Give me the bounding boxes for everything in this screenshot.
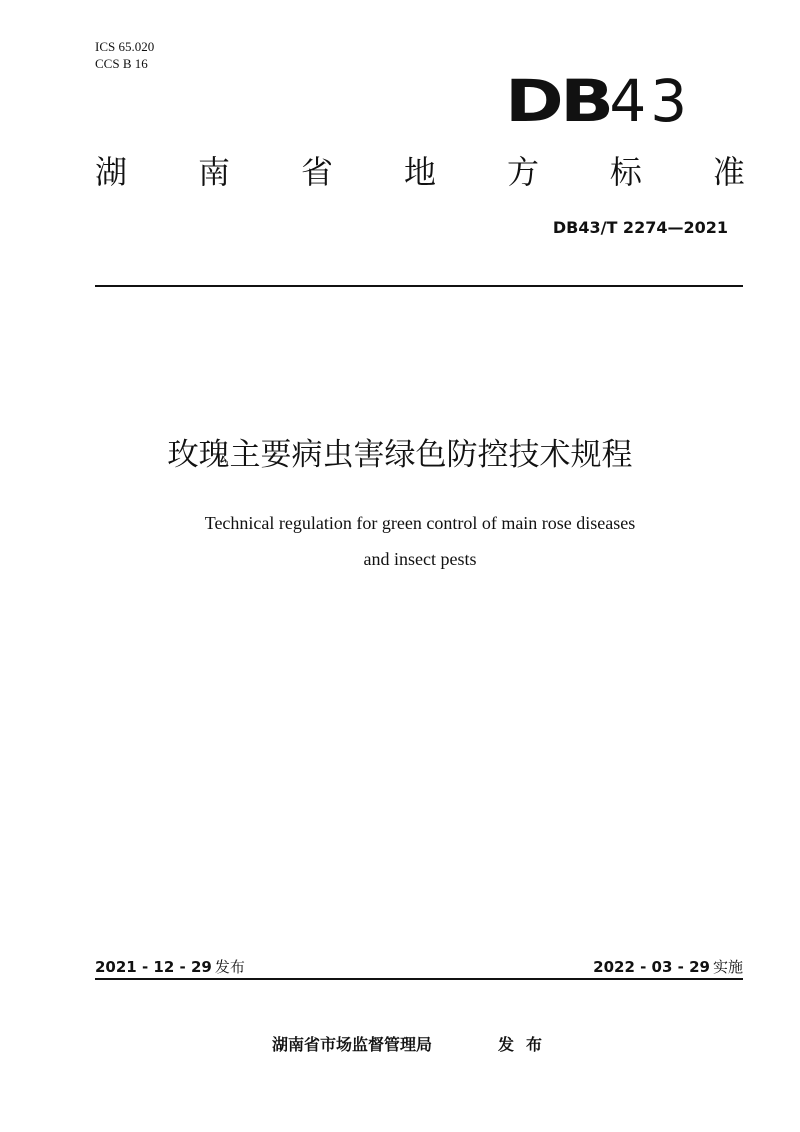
implement-date: 2022 - 03 - 29 — [593, 958, 710, 976]
document-title-cn: 玫瑰主要病虫害绿色防控技术规程 — [167, 437, 633, 473]
title-en-line-2: and insect pests — [363, 549, 477, 569]
issuing-authority: 湖南省市场监督管理局 — [272, 1035, 433, 1054]
standard-number: DB43/T 2274—2021 — [552, 218, 728, 237]
title-en-line-1: Technical regulation for green control of main rose diseases — [204, 513, 636, 533]
implement-date-row — [593, 956, 743, 978]
standard-type-char: 南 — [197, 153, 230, 191]
publish-date-row — [95, 956, 245, 978]
standard-type-title — [95, 150, 745, 194]
standard-type-char: 湖 — [95, 153, 128, 191]
db-logo — [505, 67, 692, 135]
document-title-en — [0, 505, 800, 577]
db-logo-number: 43 — [609, 67, 692, 135]
publish-label: 发布 — [214, 958, 245, 976]
db-logo-letters: DB — [505, 67, 611, 135]
standard-type-char: 标 — [609, 153, 642, 191]
standard-type-char: 省 — [300, 153, 333, 191]
standard-type-char: 方 — [506, 153, 539, 191]
ccs-code: CCS B 16 — [95, 56, 148, 71]
publish-date: 2021 - 12 - 29 — [95, 958, 212, 976]
standard-type-char: 准 — [712, 153, 745, 191]
implement-label: 实施 — [712, 958, 743, 976]
top-divider — [95, 285, 743, 287]
bottom-divider — [95, 978, 743, 980]
standard-type-char: 地 — [403, 153, 436, 191]
issuing-label: 发布 — [498, 1035, 555, 1054]
classification-codes — [95, 38, 154, 72]
ics-code: ICS 65.020 — [95, 39, 155, 54]
